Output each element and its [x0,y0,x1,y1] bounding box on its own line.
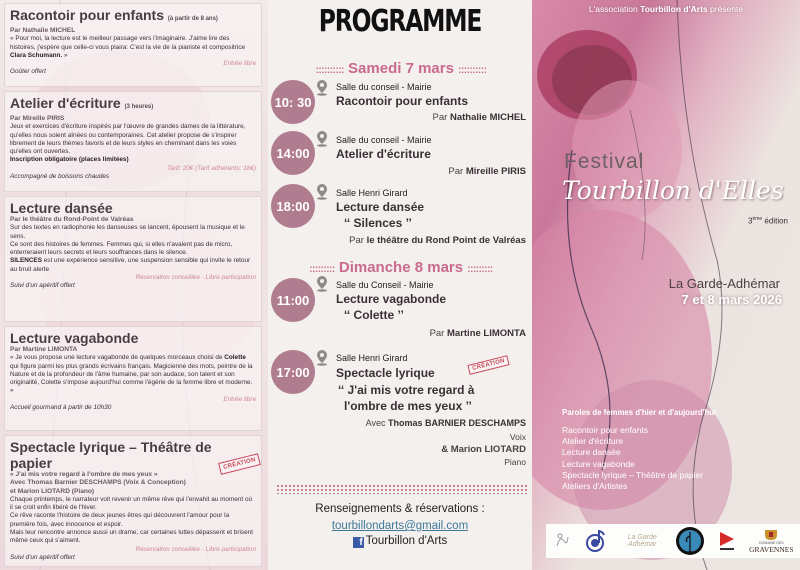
card-text-2: Ce rêve raconte l'histoire de deux jeunes êtres qui découvrent l'amour pour la première fois, avec innocence et espoir. [10,512,230,528]
card-registration: Inscription obligatoire (places limitées) [10,156,129,164]
card-quote: « J'ai mis votre regard à l'ombre de mes yeux » [10,471,158,478]
event-racontoir [268,80,532,130]
card-text: « Je vous propose une lecture vagabonde de quelques morceaux choisi de Colette qui figure parmi les plus grands écrivains français. Magicienne des mots, peintre de la Nature et de la profondeur de l'âme humaine, par son audace, son talent et son originalité, Colette s'impose aujourd'hui comme l'égérie de la femme libre et moderne. » [10,354,253,395]
logo-theatre-icon [718,530,736,552]
event-atelier-ecriture [268,131,532,181]
activity-item: Lecture dansée [562,447,621,458]
card-author-2: et Marion LIOTARD (Piano) [10,487,95,495]
card-extra: Goûter offert [10,68,46,76]
time-badge: 11:00 [271,278,315,322]
card-title: Lecture dansée [10,200,113,216]
card-lecture-vagabonde [4,326,262,431]
event-author: Par Nathalie MICHEL [432,112,526,123]
event-spectacle-lyrique [268,350,532,470]
event-author-2: & Marion LIOTARD [441,444,526,455]
card-text-3: Mais leur rencontre annonce aussi un drame, car certaines luttes dépassent et brisent même ceux qui s'aiment. [10,529,253,545]
event-venue: Salle Henri Girard [336,353,408,363]
card-author: Par Martine LIMONTA [10,346,78,353]
card-text: Jeux et exercices d'écriture inspirés par l'œuvre de grandes dames de la littérature, qu'elles nous soient aînées ou contemporaines. Cet atelier propose de s'inspirer librement de leurs thèmes favoris et de leurs styles en cheminant dans les voies qu'elles ont ouvertes. [10,123,246,156]
card-racontoir [4,3,262,87]
time-badge: 10: 30 [271,80,315,124]
card-price: Entrée libre [223,60,256,68]
card-price: Tarif: 20€ (Tarif adhérents: 18€) [166,164,256,172]
card-text-3: SILENCES est une expérience sensitive, une suspension sensible qui invite le retour au bruit alerte [10,257,251,273]
event-venue: Salle du conseil - Mairie [336,82,432,92]
event-title: Lecture vagabonde [336,292,447,306]
event-title: Lecture dansée [336,200,425,214]
event-title: Racontoir pour enfants [336,94,469,108]
event-subtitle: ‘‘ Colette ’’ [344,308,404,322]
card-text: « Pour moi, la lecture est le meilleur passage vers l'imaginaire. J'aime lire des histoires, j'espère que celle-ci vous plaira: C'est la vie de la pianiste et compositrice Clara Schumann. » [10,35,246,59]
event-lecture-dansee [268,184,532,254]
location-pin-icon [316,184,328,200]
partner-logos [546,524,800,558]
card-extra: Accueil gourmand à partir de 10h30 [10,404,112,412]
day-header-saturday: :::::::::: Samedi 7 mars :::::::::: [315,60,487,77]
contact-email-link[interactable]: tourbillondarts@gmail.com [331,520,469,532]
event-title: Atelier d'écriture [336,147,431,161]
logo-tourbillon-darts-icon [675,526,705,556]
time-badge: 17:00 [271,350,315,394]
festival-dates: 7 et 8 mars 2026 [681,292,782,307]
card-title: Atelier d'écriture (3 heures) [10,95,154,111]
card-text-1: Sur des textes en radiophonie les danseuses se lancent, épousent la musique et le sens. [10,224,245,240]
dotted-separator [276,484,528,494]
facebook-link[interactable]: f Tourbillon d'Arts [268,535,532,548]
day-header-sunday: ::::::::: Dimanche 8 mars ::::::::: [309,259,493,276]
event-role-2: Piano [504,457,526,467]
logo-music-note-icon [585,529,609,553]
card-author: Par Nathalie MICHEL [10,27,76,34]
event-title: Spectacle lyrique [336,366,435,380]
card-price: Réservation conseillée - Libre participation [135,545,256,553]
festival-slogan: Paroles de femmes d'hier et d'aujourd'hui [562,408,717,417]
location-pin-icon [316,276,328,292]
crest-icon [764,529,778,541]
event-author: Par le théâtre du Rond Point de Valréas [349,235,526,246]
edition-label: 3ème édition [748,216,788,226]
time-badge: 18:00 [271,184,315,228]
event-subtitle-1: ‘‘ J'ai mis votre regard à [338,383,475,397]
event-venue: Salle Henri Girard [336,188,408,198]
event-venue: Salle du conseil - Mairie [336,135,432,145]
cover-panel [532,0,800,570]
location-pin-icon [316,350,328,366]
festival-place: La Garde-Adhémar [668,276,780,291]
card-title: Lecture vagabonde [10,330,139,346]
activity-item: Lecture vagabonde [562,458,635,469]
card-author: Par le théâtre du Rond-Point de Valréas [10,216,134,223]
event-author: Par Mireille PIRIS [448,166,526,177]
facebook-icon: f [353,537,364,548]
event-author: Avec Thomas BARNIER DESCHAMPS [365,418,526,428]
card-spectacle-lyrique [4,435,262,567]
location-pin-icon [316,131,328,147]
contact-label: Renseignements & réservations : [315,503,485,515]
left-panel-descriptions [0,0,268,570]
time-badge: 14:00 [271,131,315,175]
activity-list [562,425,703,492]
card-price: Réservation conseillée - Libre participation [135,274,256,282]
activity-item: Atelier d'écriture [562,436,624,447]
logo-la-garde-adhemar: La Garde Adhémar [627,534,657,548]
card-text-2: Ce sont des histoires de femmes. Femmes qui, si elles n'avaient pas de micro, enterreraient leurs secrets et leurs souffrances dans le silence. [10,240,233,257]
activity-item: Racontoir pour enfants [562,425,648,435]
event-role-1: Voix [509,432,526,442]
card-lecture-dansee [4,196,262,322]
logo-domaine-gravennes: DOMAINE DES GRAVENNES [749,529,793,554]
card-text-1: Chaque printemps, le narrateur voit revenir un même rêve qui l'envahit au moment où il se croit enfin libéré de l'hiver. [10,495,253,512]
festival-label: Festival [564,150,645,173]
activity-item: Ateliers d'Artistes [562,481,628,492]
card-extra: Suivi d'un apéritif offert [10,553,75,561]
card-title: Racontoir pour enfants (à partir de 8 ans) [10,7,218,23]
card-extra: Suivi d'un apéritif offert [10,282,75,290]
card-price: Entrée libre [223,395,256,403]
activity-item: Spectacle lyrique – Théâtre de papier [562,469,704,480]
card-author: Par Mireille PIRIS [10,115,65,122]
event-subtitle-2: l'ombre de mes yeux ’’ [344,399,472,413]
programme-title: PROGRAMME [318,4,482,39]
creation-stamp: CRÉATION [218,453,261,475]
card-title: Spectacle lyrique – Théâtre de papier [10,439,212,471]
event-author: Par Martine LIMONTA [429,328,526,339]
event-subtitle: ‘‘ Silences ’’ [344,216,412,230]
logo-dancers-icon [552,531,572,551]
festival-name: Tourbillon d'Elles [562,176,784,205]
card-atelier-ecriture [4,91,262,192]
event-lecture-vagabonde [268,278,532,344]
event-venue: Salle du Conseil - Mairie [336,280,434,290]
card-extra: Accompagné de boissons chaudes [10,173,110,181]
creation-stamp: CRÉATION [467,355,509,375]
card-author-1: Avec Thomas Barnier DESCHAMPS (Voix & Conception) [10,479,186,487]
location-pin-icon [316,80,328,96]
presents-line: L'association Tourbillon d'Arts présente [588,4,744,14]
programme-panel [268,0,532,570]
